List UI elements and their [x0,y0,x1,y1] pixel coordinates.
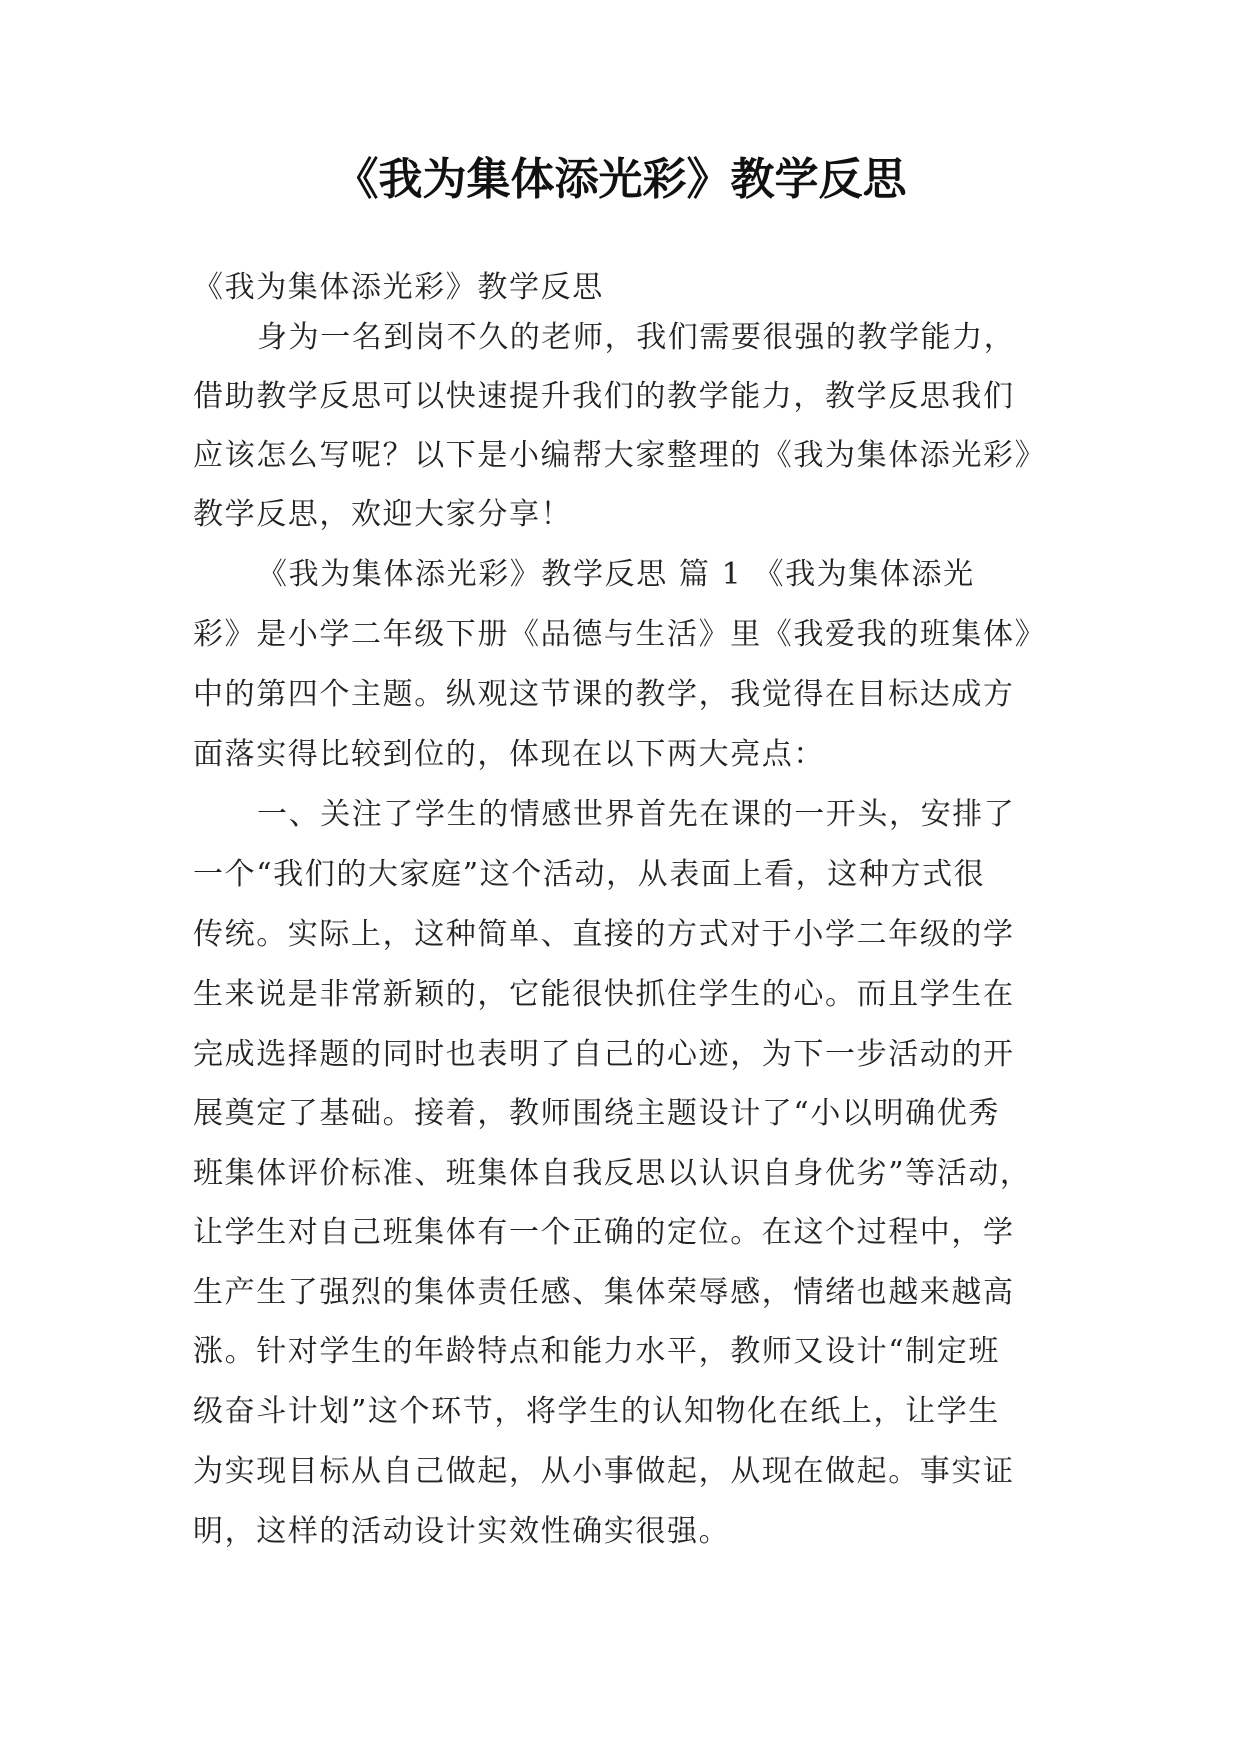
text-line: 彩》是小学二年级下册《品德与生活》里《我爱我的班集体》 [193,617,1047,652]
text-line: 涨。针对学生的年龄特点和能力水平，教师又设计“制定班 [193,1334,1000,1369]
text-line: 应该怎么写呢？以下是小编帮大家整理的《我为集体添光彩》 [193,438,1047,473]
text-line: 一、关注了学生的情感世界首先在课的一开头，安排了 [257,797,1016,832]
subtitle-line: 《我为集体添光彩》教学反思 [193,270,604,305]
text-line: 班集体评价标准、班集体自我反思以认识自身优劣”等活动， [193,1156,1032,1191]
document-title: 《我为集体添光彩》教学反思 [334,154,907,205]
text-line: 展奠定了基础。接着，教师围绕主题设计了“小以明确优秀 [193,1096,1000,1131]
text-line: 生来说是非常新颖的，它能很快抓住学生的心。而且学生在 [193,977,1015,1012]
text-line: 为实现目标从自己做起，从小事做起，从现在做起。事实证 [193,1454,1015,1489]
text-line: 《我为集体添光彩》教学反思 篇 1 《我为集体添光 [257,557,975,592]
text-line: 中的第四个主题。纵观这节课的教学，我觉得在目标达成方 [193,677,1015,712]
text-line: 教学反思，欢迎大家分享！ [193,497,573,532]
text-line: 一个“我们的大家庭”这个活动，从表面上看，这种方式很 [193,857,986,892]
text-line: 面落实得比较到位的，体现在以下两大亮点： [193,737,825,772]
text-line: 身为一名到岗不久的老师，我们需要很强的教学能力， [257,320,1016,355]
text-line: 让学生对自己班集体有一个正确的定位。在这个过程中，学 [193,1215,1015,1250]
text-line: 级奋斗计划”这个环节，将学生的认知物化在纸上，让学生 [193,1394,1000,1429]
text-line: 生产生了强烈的集体责任感、集体荣辱感，情绪也越来越高 [193,1275,1015,1310]
text-line: 明，这样的活动设计实效性确实很强。 [193,1514,731,1549]
text-line: 完成选择题的同时也表明了自己的心迹，为下一步活动的开 [193,1037,1015,1072]
text-line: 借助教学反思可以快速提升我们的教学能力，教学反思我们 [193,379,1015,414]
text-line: 传统。实际上，这种简单、直接的方式对于小学二年级的学 [193,917,1015,952]
